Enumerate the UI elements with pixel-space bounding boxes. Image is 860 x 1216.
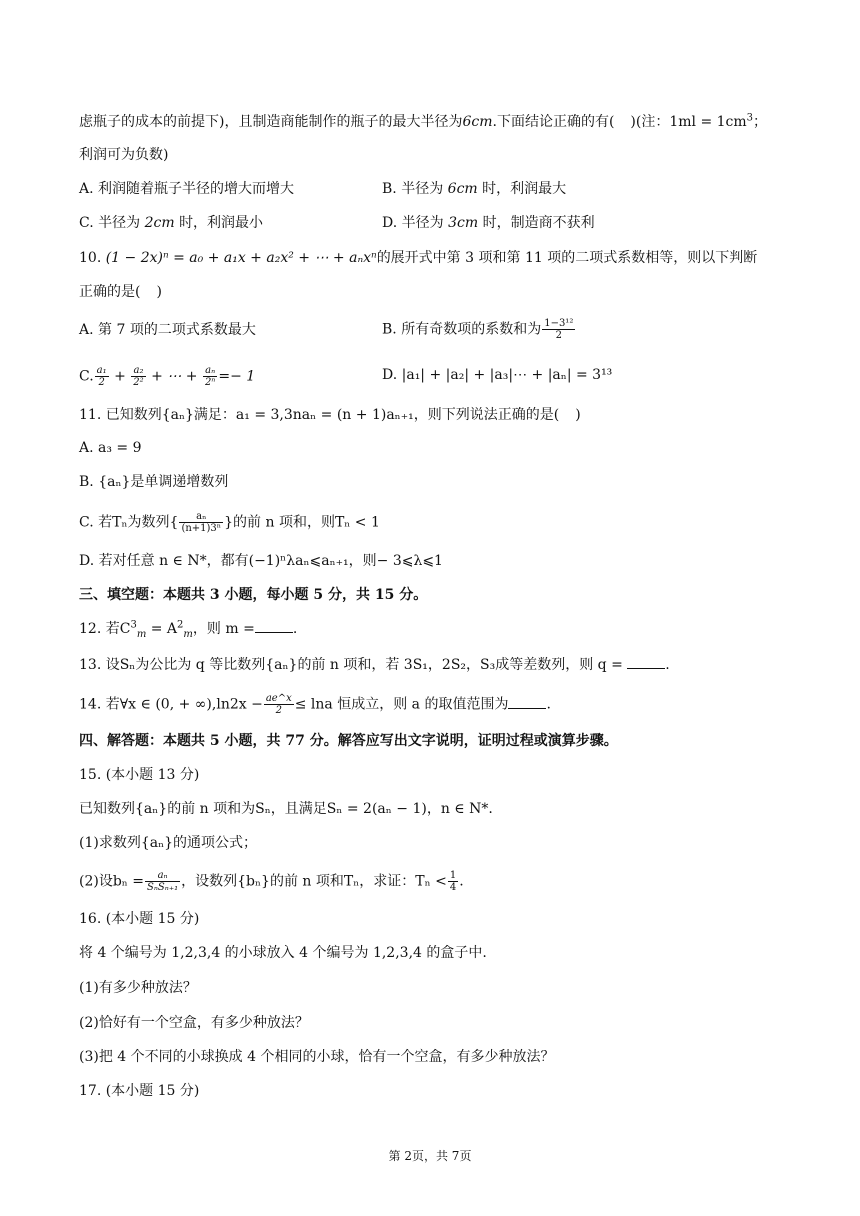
q9-intro-line2: 利润可为负数) xyxy=(79,147,169,163)
q9-c-pre: C. 半径为 xyxy=(79,215,141,231)
q16-head: 16. (本小题 15 分) xyxy=(79,911,200,927)
q10-stem-line2 xyxy=(79,282,162,302)
q9-note-sup: 3 xyxy=(746,112,754,124)
q17-head: 17. (本小题 15 分) xyxy=(79,1083,200,1099)
q15-line3 xyxy=(79,870,464,893)
q9-d-val: 3cm xyxy=(448,215,479,231)
q9-intro-text: 虑瓶子的成本的前提下)，且制造商能制作的瓶子的最大半径为 xyxy=(79,114,463,130)
q11-option-c: C. 若Tₙ为数列{ $\frac{\text{aₙ}}{\text{(n+1)3ⁿ}}$ }的前 n 项和，则Tₙ < 1 xyxy=(79,511,380,534)
q10-stem2-tail: ) xyxy=(156,284,162,300)
q10-expression: (1 − 2x)ⁿ = a₀ + a₁x + a₂x² + ⋯ + aₙxⁿ xyxy=(105,250,377,266)
q11-stem-text: 11. 已知数列{aₙ}满足：a₁ = 3,3naₙ = (n + 1)aₙ₊₁，则下列说法正确的是( xyxy=(79,407,560,423)
q10-b-frac-den: 2 xyxy=(555,330,562,341)
q14-pre: 14. 若∀x ∈ (0, + ∞),ln2x − xyxy=(79,696,263,713)
section-4-heading: 四、解答题：本题共 5 小题，共 77 分。解答应写出文字说明，证明过程或演算步骤。 xyxy=(79,733,618,749)
q10-c-frac3 xyxy=(203,365,217,388)
page-footer: 第 2页，共 7页 xyxy=(388,1149,472,1163)
q10-b-fraction xyxy=(542,318,575,341)
q16-line4: (3)把 4 个不同的小球换成 4 个相同的小球，恰有一个空盒，有多少种放法？ xyxy=(79,1049,555,1065)
q15-frac2-den: 4 xyxy=(449,882,457,893)
q16-line1: 将 4 个编号为 1,2,3,4 的小球放入 4 个编号为 1,2,3,4 的盒子中. xyxy=(79,945,487,961)
q10-option-b xyxy=(382,318,576,341)
q11-option-b: B. {aₙ}是单调递增数列 xyxy=(79,474,229,490)
q11-option-a: A. a₃ = 9 xyxy=(79,440,142,456)
q10-stem-line1 xyxy=(79,248,757,268)
q14 xyxy=(79,693,551,716)
q10-option-c: C. $\frac{\text{a₁}}{2}$ + $\frac{\text{a₂}}{\text{2²}}$ + ⋯ + $\frac{\text{aₙ}}{\text{2ⁿ}}$ =− 1 xyxy=(79,365,256,388)
q15-line2: (1)求数列{aₙ}的通项公式； xyxy=(79,835,258,851)
q9-option-d xyxy=(382,213,595,233)
q12-pre: 12. 若C xyxy=(79,621,131,637)
q11-c-pre: C. 若Tₙ为数列 xyxy=(79,514,170,531)
q10-c-pre: C. xyxy=(79,368,94,385)
q9-b-post: 时，利润最大 xyxy=(482,181,567,197)
q14-frac-num: ae^x xyxy=(265,693,292,704)
q15-head: 15. (本小题 13 分) xyxy=(79,767,200,783)
q11-c-frac-num: aₙ xyxy=(179,511,223,523)
q12-a-sub: m xyxy=(183,628,193,640)
q11-c-fraction xyxy=(179,511,223,534)
q10-c-frac2 xyxy=(131,365,145,388)
q9-d-pre: D. 半径为 xyxy=(382,215,444,231)
q9-option-a: A. 利润随着瓶子半径的增大而增大 xyxy=(79,181,295,197)
q15-line3-pre: (2)设bₙ = xyxy=(79,873,145,890)
q10-c-f2-den: 2² xyxy=(133,377,144,388)
q16-line3: (2)恰好有一个空盒，有多少种放法？ xyxy=(79,1015,309,1031)
q15-frac2-num: 1 xyxy=(449,870,457,881)
q12-c-sub: m xyxy=(136,628,147,640)
q10-stem: 的展开式中第 3 项和第 11 项的二项式系数相等，则以下判断 xyxy=(376,250,758,266)
q15-line3-mid: ，设数列{bₙ}的前 n 项和Tₙ，求证：Tₙ < xyxy=(181,873,447,890)
q9-rmax: 6cm xyxy=(462,114,493,130)
q11-c-frac-den: (n+1)3ⁿ xyxy=(181,523,222,534)
q14-answer-blank[interactable] xyxy=(508,696,546,709)
q14-post: ≤ lna 恒成立，则 a 的取值范围为 xyxy=(294,696,509,713)
q9-b-pre: B. 半径为 xyxy=(382,181,444,197)
q9-b-val: 6cm xyxy=(447,181,478,197)
q10-c-f2-num: a₂ xyxy=(131,365,145,377)
q12-a-sup: 2 xyxy=(177,619,184,631)
q9-note-tail: ； xyxy=(753,114,768,130)
q12-post: ，则 m = xyxy=(192,621,255,637)
q12-answer-blank[interactable] xyxy=(255,620,293,633)
q10-c-frac1 xyxy=(95,365,109,388)
q10-number: 10. xyxy=(79,250,102,266)
q13-answer-blank[interactable] xyxy=(627,656,665,669)
q14-frac-den: 2 xyxy=(275,705,282,716)
q15-fraction-quarter xyxy=(448,870,458,893)
q12-end: . xyxy=(292,621,298,637)
q11-stem-tail: ) xyxy=(575,407,581,423)
q12-c-sup: 3 xyxy=(130,619,137,631)
q10-c-f3-den: 2ⁿ xyxy=(204,377,216,388)
q9-intro-tail: .下面结论正确的有( xyxy=(492,114,615,130)
q13 xyxy=(79,655,670,675)
q10-c-f1-den: 2 xyxy=(98,377,105,388)
q10-option-a: A. 第 7 项的二项式系数最大 xyxy=(79,322,256,338)
q9-option-c xyxy=(79,213,263,233)
q9-option-b xyxy=(382,179,566,199)
q14-end: . xyxy=(546,696,551,713)
q15-line1: 已知数列{aₙ}的前 n 项和为Sₙ，且满足Sₙ = 2(aₙ − 1)，n ∈ N*. xyxy=(79,801,493,817)
q16-line2: (1)有多少种放法？ xyxy=(79,980,197,996)
q10-stem2: 正确的是( xyxy=(79,284,141,300)
q12 xyxy=(79,619,297,639)
q15-frac-den: SₙSₙ₊₁ xyxy=(147,882,179,893)
q13-end: . xyxy=(665,657,670,673)
q11-stem xyxy=(79,405,581,425)
q10-b-frac-num: 1−3¹² xyxy=(544,318,574,329)
q10-c-f3-num: aₙ xyxy=(203,365,217,377)
section-3-heading: 三、填空题：本题共 3 小题，每小题 5 分，共 15 分。 xyxy=(79,587,428,603)
q10-c-tail: =− 1 xyxy=(218,368,256,385)
q10-option-d: D. |a₁| + |a₂| + |a₃|⋯ + |aₙ| = 3¹³ xyxy=(382,367,613,383)
q9-c-post: 时，利润最小 xyxy=(179,215,264,231)
q10-c-f1-num: a₁ xyxy=(96,365,107,376)
q11-c-post: 的前 n 项和，则Tₙ < 1 xyxy=(233,514,380,531)
q13-text: 13. 设Sₙ为公比为 q 等比数列{aₙ}的前 n 项和，若 3S₁，2S₂，S₃成等差数列，则 q = xyxy=(79,657,623,673)
q9-intro-line1 xyxy=(79,112,767,132)
q14-fraction xyxy=(264,693,294,716)
q11-option-d: D. 若对任意 n ∈ N*，都有(−1)ⁿλaₙ⩽aₙ₊₁，则− 3⩽λ⩽1 xyxy=(79,553,443,569)
q15-fraction-b xyxy=(145,870,180,893)
q9-note: )(注：1ml = 1cm xyxy=(630,114,747,130)
q10-b-text: B. 所有奇数项的系数和为 xyxy=(382,321,542,338)
q9-d-post: 时，制造商不获利 xyxy=(482,215,595,231)
q9-c-val: 2cm xyxy=(144,215,175,231)
q12-mid: = A xyxy=(146,621,178,637)
q15-frac-num: aₙ xyxy=(145,870,180,882)
q15-line3-end: . xyxy=(459,873,464,890)
